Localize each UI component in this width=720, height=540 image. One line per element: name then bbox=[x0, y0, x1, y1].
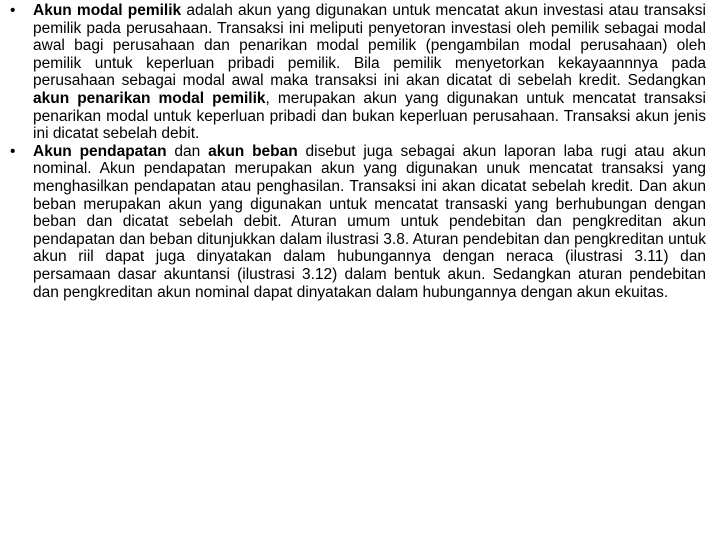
bullet-text bbox=[33, 143, 706, 301]
bullet-icon: • bbox=[10, 142, 16, 160]
bullet-item-modal-pemilik bbox=[8, 2, 706, 143]
bullet-item-pendapatan-beban bbox=[8, 143, 706, 301]
bullet-icon: • bbox=[10, 2, 16, 19]
text-run: dan bbox=[166, 142, 209, 160]
text-run: , merupakan akun yang digunakan untuk mencatat transaksi penarikan modal untuk keperluan pribadi dan bukan keperluan perusahaan. Transaksi akun jenis ini dicatat sebelah debit. bbox=[33, 89, 707, 143]
document-body bbox=[0, 2, 720, 301]
bullet-list bbox=[8, 2, 706, 301]
term-akun-pendapatan: Akun pendapatan bbox=[33, 142, 167, 160]
text-run: adalah akun yang digunakan untuk mencatat akun investasi atau transaksi pemilik pada perusahaan. Transaksi ini meliputi penyetoran investasi oleh pemilik sebagai modal awal bagi perusahaan dan penarikan modal pemilik (pengambilan modal perusahaan) oleh pemilik untuk keperluan pribadi pemilik. Bila pemilik menyetorkan kekayaannnya pada perusahaan sebagai modal awal maka transaksi ini akan dicatat di sebelah kredit. Sedangkan bbox=[33, 2, 706, 90]
text-run: disebut juga sebagai akun laporan laba rugi atau akun nominal. Akun pendapatan merupakan akun yang digunakan unuk mencatat transaksi yang menghasilkan pendapatan atau penghasilan. Transaksi ini akan dicatat sebelah kredit. Dan akun beban merupakan akun yang digunakan untuk mencatat transaski yang berhubungan dengan beban dan dicatat sebelah debit. Aturan umum untuk pendebitan dan pengkreditan akun pendapatan dan beban ditunjukkan dalam ilustrasi 3.8. Aturan pendebitan dan pengkreditan untuk akun riil dapat juga dinyatakan dalam hubungannya dengan neraca (ilustrasi 3.11) dan persamaan dasar akuntansi (ilustrasi 3.12) dalam bentuk akun. Sedangkan aturan pendebitan dan pengkreditan akun nominal dapat dinyatakan dalam hubungannya dengan akun ekuitas. bbox=[33, 142, 706, 301]
term-akun-modal-pemilik: Akun modal pemilik bbox=[33, 2, 182, 19]
term-akun-beban: akun beban bbox=[208, 142, 298, 160]
term-akun-penarikan-modal-pemilik: akun penarikan modal pemilik bbox=[33, 89, 266, 107]
bullet-text bbox=[33, 2, 706, 142]
